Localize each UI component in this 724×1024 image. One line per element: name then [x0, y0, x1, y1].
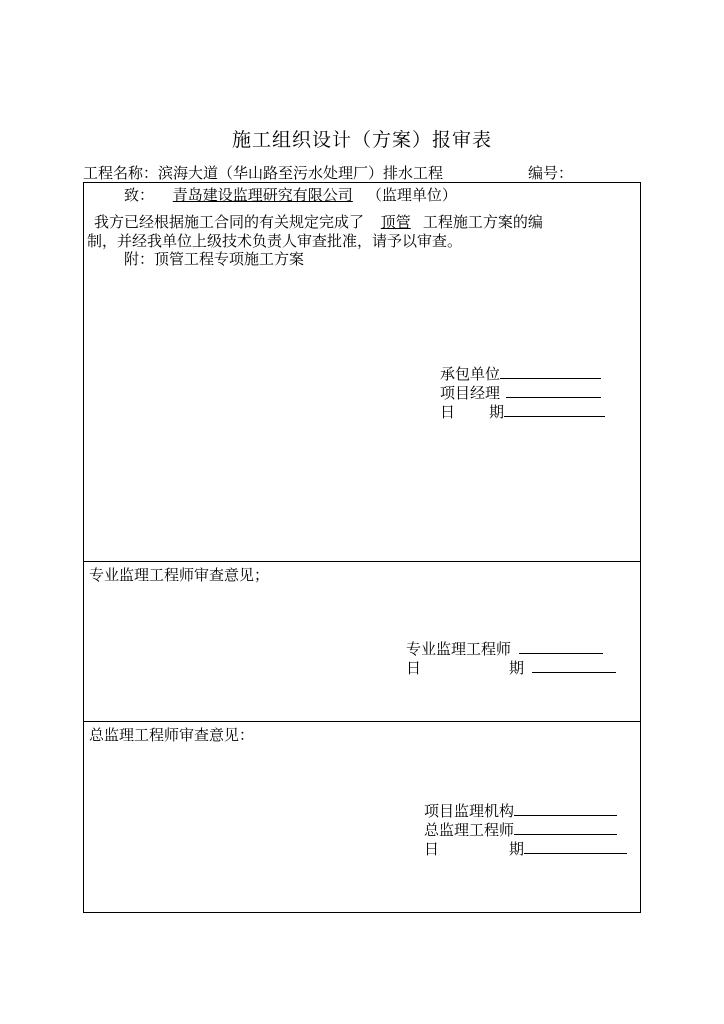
project-name-row — [83, 162, 443, 183]
number-label: 编号： — [528, 164, 574, 182]
date-row-2 — [406, 658, 616, 677]
agency-label: 项目监理机构 — [424, 802, 515, 820]
pm-signature-line — [506, 383, 601, 398]
agency-row — [424, 801, 617, 820]
project-label: 工程名称： — [83, 164, 159, 182]
addressee-row — [124, 186, 457, 204]
supervision-unit-name: 青岛建设监理研究有限公司 — [172, 186, 353, 204]
date-label-b: 期 — [489, 403, 505, 421]
supervision-unit-suffix: （监理单位） — [366, 186, 457, 204]
form-title: 施工组织设计（方案）报审表 — [231, 129, 492, 151]
body-line-2: 制，并经我单位上级技术负责人审查批准，请予以审查。 — [87, 232, 463, 250]
form-table — [83, 182, 641, 913]
engineer-review-heading: 专业监理工程师审查意见； — [89, 566, 270, 584]
submission-section — [84, 183, 640, 561]
date-signature-line-1 — [504, 402, 605, 417]
chief-signature-line — [514, 820, 617, 835]
engineer-signature-line — [519, 639, 603, 654]
agency-signature-line — [514, 801, 617, 816]
date-row-3 — [424, 839, 627, 858]
engineer-label: 专业监理工程师 — [406, 640, 512, 658]
date-label-b-3: 期 — [509, 840, 525, 858]
contractor-signature-line — [500, 364, 601, 379]
date-label-a-2: 日 — [406, 659, 422, 677]
chief-row — [424, 820, 617, 839]
date-label-b-2: 期 — [509, 659, 525, 677]
date-signature-line-3 — [524, 839, 627, 854]
body-line-1 — [94, 213, 543, 231]
contractor-label: 承包单位 — [440, 365, 501, 383]
attachment-line: 附：顶管工程专项施工方案 — [124, 250, 305, 268]
date-label-a: 日 — [440, 403, 456, 421]
date-row-1 — [440, 402, 605, 421]
work-item: 顶管 — [380, 213, 411, 231]
to-label: 致： — [124, 186, 155, 204]
chief-review-section — [84, 721, 640, 912]
project-name: 滨海大道（华山路至污水处理厂）排水工程 — [158, 164, 444, 182]
chief-review-heading: 总监理工程师审查意见： — [89, 726, 255, 744]
engineer-row — [406, 639, 603, 658]
engineer-review-section — [84, 561, 640, 721]
date-label-a-3: 日 — [424, 840, 440, 858]
pm-label: 项目经理 — [440, 384, 501, 402]
body-suffix: 工程施工方案的编 — [422, 213, 543, 231]
contractor-row — [440, 364, 601, 383]
body-prefix: 我方已经根据施工合同的有关规定完成了 — [94, 213, 365, 231]
chief-label: 总监理工程师 — [424, 821, 515, 839]
pm-row — [440, 383, 601, 402]
date-signature-line-2 — [532, 658, 616, 673]
